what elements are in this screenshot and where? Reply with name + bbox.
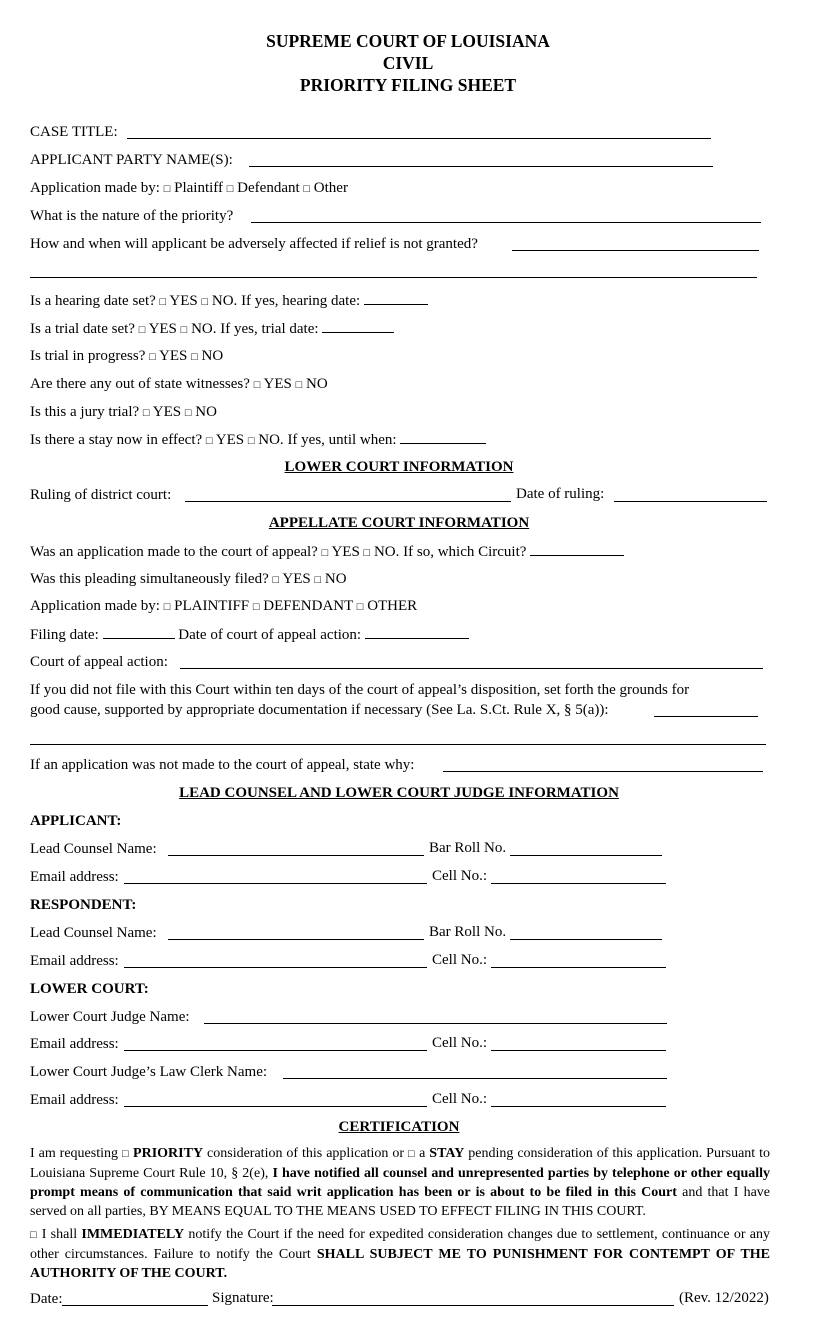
form-title: PRIORITY FILING SHEET [299, 75, 517, 95]
clerk-name-field[interactable] [283, 1078, 667, 1079]
cert-text: I am requesting [30, 1146, 118, 1161]
revision-label: (Rev. 12/2022) [679, 1290, 769, 1306]
which-circuit-label: If so, which Circuit? [403, 544, 527, 560]
witnesses-yes-checkbox[interactable]: □ [253, 379, 261, 391]
jury-yes-checkbox[interactable]: □ [142, 407, 150, 419]
stay-no-label: NO. [258, 432, 284, 448]
app-other-checkbox[interactable]: □ [356, 601, 364, 613]
date-action-field[interactable] [365, 625, 469, 639]
respondent-email-label: Email address: [30, 953, 119, 969]
filing-date-label: Filing date: [30, 627, 99, 643]
other-checkbox[interactable]: □ [303, 183, 311, 195]
applicant-email-field[interactable] [124, 883, 427, 884]
progress-yes-label: YES [159, 348, 188, 364]
grounds-row-2 [30, 701, 609, 719]
appellate-made-by-label: Application made by: [30, 598, 160, 614]
appellate-made-by-row [30, 597, 417, 616]
cert-text: a [419, 1146, 426, 1161]
stay-question: Is there a stay now in effect? [30, 432, 203, 448]
appeal-action-row [30, 653, 168, 671]
cert-bold-text: SHALL SUBJECT ME TO PUNISHMENT FOR CONTEMPT OF THE AUTHORITY OF THE COURT. [30, 1247, 771, 1281]
jury-row [30, 403, 217, 422]
judge-name-field[interactable] [204, 1023, 667, 1024]
filing-date-field[interactable] [103, 625, 175, 639]
adversely-row [30, 235, 478, 253]
respondent-counsel-label: Lead Counsel Name: [30, 925, 157, 941]
app-plaintiff-checkbox[interactable]: □ [163, 601, 171, 613]
progress-no-label: NO [201, 348, 224, 364]
immediately-checkbox[interactable]: □ [30, 1229, 38, 1241]
applicant-heading: APPLICANT: [30, 813, 122, 829]
stay-checkbox[interactable]: □ [408, 1148, 416, 1160]
nature-field[interactable] [251, 222, 761, 223]
filing-date-row [30, 625, 469, 644]
defendant-label: Defendant [237, 180, 300, 196]
grounds-row-1 [30, 681, 689, 699]
immediately-label: IMMEDIATELY [81, 1227, 185, 1242]
plaintiff-checkbox[interactable]: □ [163, 183, 171, 195]
simul-no-label: NO [324, 571, 347, 587]
judge-cell-label: Cell No.: [432, 1035, 487, 1051]
stay-yes-label: YES [215, 432, 245, 448]
grounds-field-line2[interactable] [30, 744, 766, 745]
hearing-yes-checkbox[interactable]: □ [159, 296, 167, 308]
jury-question: Is this a jury trial? [30, 404, 140, 420]
trial-date-row [30, 319, 394, 339]
judge-email-label: Email address: [30, 1036, 119, 1052]
trial-date-label: If yes, trial date: [220, 321, 319, 337]
stay-no-checkbox[interactable]: □ [247, 435, 255, 447]
lower-court-sub-heading: LOWER COURT: [30, 981, 149, 997]
cert-text: and that I have served on all parties, BY MEANS EQUAL TO THE MEANS USED TO EFFECT FILING IN THIS COURT. [30, 1185, 771, 1219]
nature-label: What is the nature of the priority? [30, 208, 234, 224]
respondent-bar-label: Bar Roll No. [429, 924, 507, 940]
ruling-row [30, 486, 171, 504]
trial-no-checkbox[interactable]: □ [180, 324, 188, 336]
applicant-bar-field[interactable] [510, 855, 662, 856]
appeal-no-label: NO. [373, 544, 400, 560]
stay-until-label: If yes, until when: [287, 432, 397, 448]
stay-row [30, 430, 486, 450]
certification-paragraph-1 [30, 1144, 770, 1221]
witnesses-yes-label: YES [263, 376, 292, 392]
applicant-party-row [30, 151, 233, 169]
why-not-field[interactable] [443, 771, 763, 772]
nature-row [30, 207, 233, 225]
respondent-bar-field[interactable] [510, 939, 662, 940]
judge-email-field[interactable] [124, 1050, 427, 1051]
case-title-field[interactable] [127, 138, 711, 139]
trial-progress-row [30, 347, 223, 366]
cert-bold-text: I have notified all counsel and unrepresented parties by telephone or other equally prompt means of communication that said writ application has been or is about to be filed in this Court [30, 1166, 771, 1200]
clerk-cell-field[interactable] [491, 1106, 666, 1107]
case-title-row [30, 123, 118, 141]
division-label: CIVIL [382, 53, 434, 73]
trial-date-field[interactable] [322, 319, 394, 333]
signature-label: Signature: [212, 1290, 274, 1306]
applicant-party-field[interactable] [249, 166, 713, 167]
hearing-date-label: If yes, hearing date: [241, 293, 361, 309]
hearing-question: Is a hearing date set? [30, 293, 156, 309]
date-label: Date: [30, 1291, 63, 1307]
cert-text: pending consideration of this application. Pursuant to Louisiana Supreme Court Rule 10, § 2(e), [30, 1146, 771, 1181]
appeal-application-row [30, 542, 624, 562]
certification-heading: CERTIFICATION [338, 1119, 460, 1135]
simul-no-checkbox[interactable]: □ [314, 574, 322, 586]
appeal-action-label: Court of appeal action: [30, 654, 168, 670]
applicant-counsel-label: Lead Counsel Name: [30, 841, 157, 857]
app-other-label: OTHER [367, 598, 418, 614]
simul-yes-label: YES [282, 571, 311, 587]
ruling-label: Ruling of district court: [30, 487, 172, 503]
judge-cell-field[interactable] [491, 1050, 666, 1051]
grounds-label-line2: good cause, supported by appropriate documentation if necessary (See La. S.Ct. Rule X, § 5(a)): [30, 702, 609, 718]
respondent-cell-field[interactable] [491, 967, 666, 968]
why-not-label: If an application was not made to the court of appeal, state why: [30, 757, 415, 773]
stay-until-field[interactable] [400, 430, 486, 444]
which-circuit-field[interactable] [530, 542, 624, 556]
clerk-email-field[interactable] [124, 1106, 427, 1107]
witnesses-question: Are there any out of state witnesses? [30, 376, 250, 392]
appeal-action-field[interactable] [180, 668, 763, 669]
date-action-label: Date of court of appeal action: [178, 627, 362, 643]
clerk-email-label: Email address: [30, 1092, 119, 1108]
date-field[interactable] [62, 1305, 208, 1306]
cert-text: notify the Court if the need for expedited consideration changes due to settlement, continuance or any other circumstances. Failure to notify the Court [30, 1227, 770, 1262]
lower-court-heading: LOWER COURT INFORMATION [284, 459, 514, 475]
hearing-row [30, 291, 428, 311]
appeal-yes-label: YES [331, 544, 360, 560]
trial-yes-label: YES [148, 321, 177, 337]
adversely-field-line2[interactable] [30, 277, 757, 278]
certification-paragraph-2 [30, 1225, 770, 1283]
witnesses-row [30, 375, 328, 394]
plaintiff-label: Plaintiff [174, 180, 224, 196]
hearing-date-field[interactable] [364, 291, 428, 305]
simultaneous-question: Was this pleading simultaneously filed? [30, 571, 269, 587]
ruling-field[interactable] [185, 501, 511, 502]
cert-text: I shall [41, 1227, 78, 1242]
adversely-label: How and when will applicant be adversely affected if relief is not granted? [30, 236, 478, 252]
signature-field[interactable] [272, 1305, 674, 1306]
applicant-email-label: Email address: [30, 869, 119, 885]
why-not-row [30, 756, 414, 774]
applicant-party-label: APPLICANT PARTY NAME(S): [30, 152, 233, 168]
appeal-application-question: Was an application made to the court of appeal? [30, 544, 318, 560]
clerk-name-label: Lower Court Judge’s Law Clerk Name: [30, 1064, 268, 1080]
application-made-by-row [30, 179, 348, 198]
priority-checkbox[interactable]: □ [121, 1148, 130, 1160]
cert-text: consideration of this application or [207, 1146, 405, 1161]
applicant-cell-field[interactable] [491, 883, 666, 884]
appeal-yes-checkbox[interactable]: □ [321, 547, 329, 559]
simultaneous-row [30, 570, 347, 589]
respondent-email-field[interactable] [124, 967, 427, 968]
app-plaintiff-label: PLAINTIFF [174, 598, 250, 614]
other-label: Other [313, 180, 348, 196]
appellate-heading: APPELLATE COURT INFORMATION [268, 515, 530, 531]
hearing-no-checkbox[interactable]: □ [201, 296, 209, 308]
defendant-checkbox[interactable]: □ [226, 183, 234, 195]
application-made-by-label: Application made by: [30, 180, 160, 196]
hearing-yes-label: YES [169, 293, 198, 309]
app-defendant-checkbox[interactable]: □ [252, 601, 260, 613]
counsel-heading: LEAD COUNSEL AND LOWER COURT JUDGE INFORMATION [179, 785, 619, 801]
judge-name-label: Lower Court Judge Name: [30, 1009, 190, 1025]
applicant-cell-label: Cell No.: [432, 868, 487, 884]
clerk-cell-label: Cell No.: [432, 1091, 487, 1107]
progress-yes-checkbox[interactable]: □ [149, 351, 156, 363]
stay-label: STAY [429, 1146, 465, 1161]
stay-yes-checkbox[interactable]: □ [205, 435, 213, 447]
respondent-heading: RESPONDENT: [30, 897, 137, 913]
grounds-label-line1: If you did not file with this Court within ten days of the court of appeal’s disposition, set forth the grounds for [30, 682, 690, 698]
witnesses-no-label: NO [306, 376, 328, 392]
trial-progress-question: Is trial in progress? [30, 348, 146, 364]
jury-no-checkbox[interactable]: □ [184, 407, 192, 419]
jury-yes-label: YES [152, 404, 182, 420]
witnesses-no-checkbox[interactable]: □ [295, 379, 303, 391]
hearing-no-label: NO. [211, 293, 238, 309]
trial-no-label: NO. [191, 321, 217, 337]
grounds-field[interactable] [654, 716, 758, 717]
court-name: SUPREME COURT OF LOUISIANA [266, 31, 550, 51]
jury-no-label: NO [195, 404, 217, 420]
form-header [0, 30, 816, 96]
trial-yes-checkbox[interactable]: □ [138, 324, 146, 336]
adversely-field[interactable] [512, 250, 759, 251]
priority-label: PRIORITY [133, 1146, 204, 1161]
date-of-ruling-field[interactable] [614, 501, 767, 502]
appeal-no-checkbox[interactable]: □ [363, 547, 371, 559]
app-defendant-label: DEFENDANT [263, 598, 354, 614]
case-title-label: CASE TITLE: [30, 124, 118, 140]
respondent-cell-label: Cell No.: [432, 952, 487, 968]
applicant-bar-label: Bar Roll No. [429, 840, 507, 856]
simul-yes-checkbox[interactable]: □ [272, 574, 280, 586]
trial-question: Is a trial date set? [30, 321, 135, 337]
applicant-counsel-field[interactable] [168, 855, 424, 856]
respondent-counsel-field[interactable] [168, 939, 424, 940]
date-of-ruling-label: Date of ruling: [516, 486, 605, 502]
progress-no-checkbox[interactable]: □ [191, 351, 198, 363]
